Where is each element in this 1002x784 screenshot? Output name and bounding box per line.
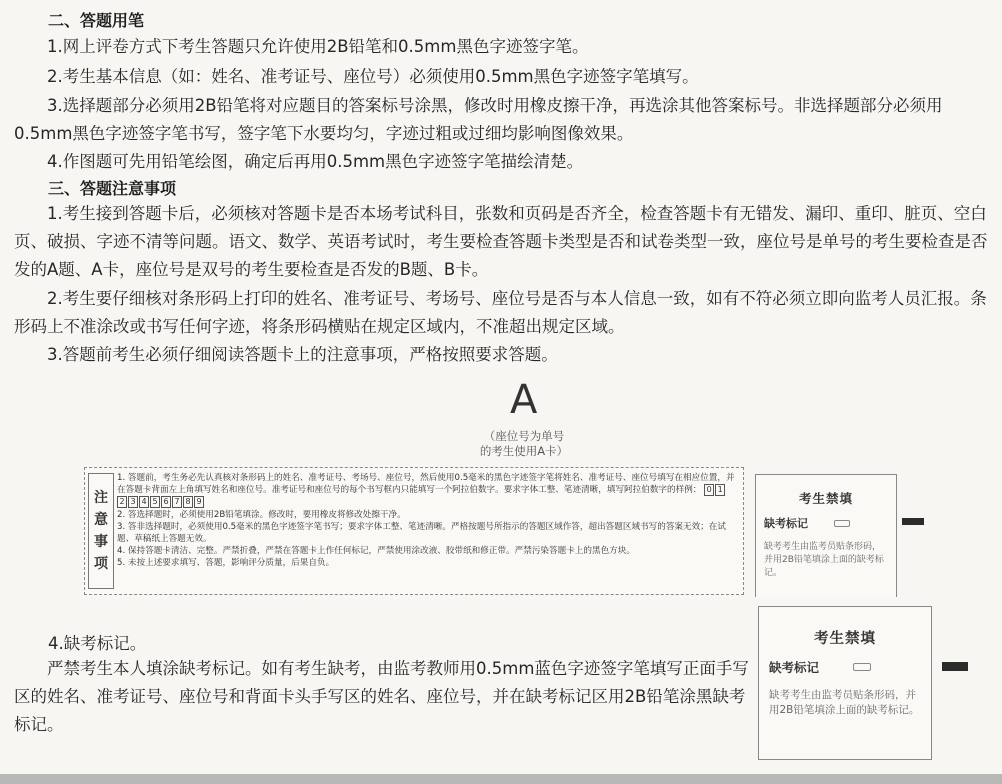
- section-heading-notes: 三、答题注意事项: [48, 179, 177, 198]
- absent-box-description: 缺考考生由监考员贴条形码，并用2B铅笔填涂上面的缺考标记。: [769, 689, 920, 716]
- notice-label-char: 项: [94, 556, 108, 572]
- notice-list: [117, 472, 737, 570]
- notice-box: [84, 467, 744, 595]
- notice-item: [117, 472, 737, 509]
- notice-item: 4. 保持答题卡清洁、完整。严禁折叠，严禁在答题卡上作任何标记，严禁使用涂改液、胶带纸和修正带。严禁污染答题卡上的黑色方块。: [117, 546, 635, 557]
- notice-item: 2. 答选择题时，必须使用2B铅笔填涂。修改时，要用橡皮将修改处擦干净。: [117, 509, 406, 520]
- pen-rule-1: 1.网上评卷方式下考生答题只允许使用2B铅笔和0.5mm黑色字迹签字笔。: [47, 37, 589, 56]
- sample-digit: 6: [161, 496, 171, 508]
- notice-item: 5. 未按上述要求填写、答题，影响评分质量，后果自负。: [117, 558, 335, 569]
- card-type-caption-line1: （座位号为单号: [483, 429, 565, 443]
- absent-mark-box-small: [755, 474, 897, 597]
- notice-label-char: 意: [94, 512, 108, 528]
- note-rule-2: 2.考生要仔细核对条形码上打印的姓名、准考证号、考场号、座位号是否与本人信息一致，如有不符必须立即向监考人员汇报。条形码上不准涂改或书写任何字迹，将条形码横贴在规定区域内，不准超出规定区域。: [14, 289, 987, 336]
- note-rule-1: 1.考生接到答题卡后，必须核对答题卡是否本场考试科目，张数和页码是否齐全，检查答题卡有无错发、漏印、重印、脏页、空白页、破损、字迹不清等问题。语文、数学、英语考试时，考生要检查答题卡类型是否和试卷类型一致，座位号是单号的考生要检查是否发的A题、A卡，座位号是双号的考生要检查是否发的B题、B卡。: [14, 204, 988, 279]
- absent-box-title: 考生禁填: [798, 491, 853, 506]
- absent-mark-row: [769, 658, 931, 676]
- section4-body: 严禁考生本人填涂缺考标记。如有考生缺考，由监考教师用0.5mm蓝色字迹签字笔填写正面手写区的姓名、准考证号、座位号和背面卡头手写区的姓名、座位号，并在缺考标记区用2B铅笔涂黑缺考标记。: [14, 659, 749, 734]
- sample-digit: 5: [150, 496, 160, 508]
- card-type-letter: A: [510, 377, 538, 423]
- sample-digit: 4: [139, 496, 149, 508]
- notice-label: [88, 473, 114, 589]
- notice-item-text: 1. 答题前，考生务必先认真核对条形码上的姓名、准考证号、考场号、座位号，然后使用0.5毫米的黑色字迹签字笔将姓名、准考证号、座位号填写在相应位置，并在答题卡背面左上角填写姓名和座位号。准考证号和座位号的每个书写框内只能填写一个阿拉伯数字。要求字体工整、笔迹清晰，填写阿拉伯数字的样例：: [117, 473, 735, 496]
- pen-rule-2: 2.考生基本信息（如：姓名、准考证号、座位号）必须使用0.5mm黑色字迹签字笔填写。: [47, 67, 699, 86]
- notice-label-char: 事: [94, 534, 108, 550]
- pen-rule-4: 4.作图题可先用铅笔绘图，确定后再用0.5mm黑色字迹签字笔描绘清楚。: [47, 152, 584, 171]
- sample-digit: 7: [172, 496, 182, 508]
- notice-label-char: 注: [94, 490, 108, 506]
- sample-digit: 9: [194, 496, 204, 508]
- absent-mark-label: 缺考标记: [764, 517, 808, 530]
- absent-mark-box-large: [758, 606, 932, 760]
- absent-mark-label: 缺考标记: [769, 660, 820, 675]
- absent-box-description: 缺考考生由监考员贴条形码，并用2B铅笔填涂上面的缺考标记。: [764, 542, 884, 578]
- card-type-caption-line2: 的考生使用A卡）: [479, 444, 569, 458]
- sample-digit: 8: [183, 496, 193, 508]
- timing-mark: [942, 662, 968, 671]
- absent-mark-bubble[interactable]: [834, 520, 850, 527]
- absent-box-title: 考生禁填: [814, 631, 876, 647]
- note-rule-3: 3.答题前考生必须仔细阅读答题卡上的注意事项，严格按照要求答题。: [47, 345, 558, 364]
- absent-mark-bubble[interactable]: [853, 663, 871, 671]
- sample-digit: 0: [704, 484, 714, 496]
- timing-mark: [902, 518, 924, 525]
- section-heading-pens: 二、答题用笔: [48, 11, 145, 30]
- scan-edge: [0, 774, 1002, 784]
- section4-heading: 4.缺考标记。: [48, 634, 147, 653]
- pen-rule-3: 3.选择题部分必须用2B铅笔将对应题目的答案标号涂黑，修改时用橡皮擦干净，再选涂其他答案标号。非选择题部分必须用0.5mm黑色字迹签字笔书写，签字笔下水要均匀，字迹过粗或过细均影响图像效果。: [14, 96, 943, 143]
- sample-digit: 1: [715, 484, 725, 496]
- sample-digit: 2: [117, 496, 127, 508]
- notice-item: 3. 答非选择题时，必须使用0.5毫米的黑色字迹签字笔书写；要求字体工整、笔迹清晰。严格按题号所指示的答题区域作答，超出答题区域书写的答案无效；在试题、草稿纸上答题无效。: [117, 521, 726, 545]
- sample-digit: 3: [128, 496, 138, 508]
- absent-mark-row: [764, 515, 896, 531]
